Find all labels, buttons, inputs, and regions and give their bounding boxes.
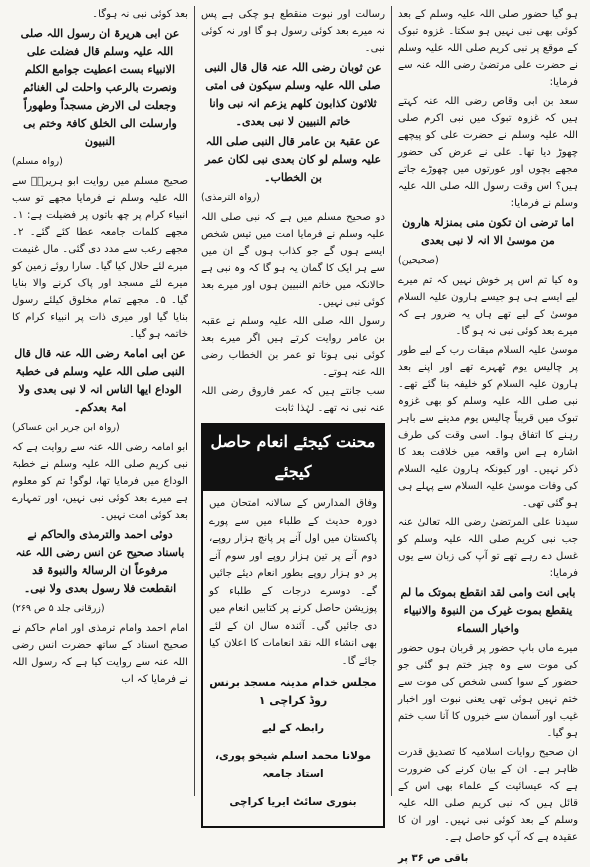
paragraph: ان صحیح روایات اسلامیہ کا تصدیق قدرت ظاہر ہے۔ ان کے بیان کرنے کی ضرورت ہے کہ عیسائیت کے علماء بھی اس کے قائل ہیں کہ نبی کریم صلی اللہ علیہ وسلم کے بعد کوئی نبی نہیں۔ اور ان کا عقیدہ ہے کہ آپ کو حاصل ہے۔ — [398, 747, 578, 843]
reference: (زرقانی جلد ۵ ص ۲۶۹) — [12, 603, 105, 614]
ad-box — [201, 491, 385, 828]
column-left — [392, 6, 584, 864]
paragraph: دو صحیح مسلم میں ہے کہ نبی صلی اللہ علیہ وسلم نے فرمایا امت میں تیس شخص ایسے ہوں گے جو کذاب ہوں گے ان میں سے ہر ایک کا گمان یہ ہو گا کہ وہ نبی ہے حالانکہ میں خاتم النبیین ہوں اور میرے بعد کوئی نبی نہیں۔ — [201, 212, 385, 308]
ad-contact-name: مولانا محمد اسلم شیخو پوری، استاد جامعہ — [215, 750, 371, 780]
ad-contact-label: رابطہ کے لیے — [261, 723, 324, 734]
reference: (رواہ الترمذی) — [201, 192, 260, 203]
reference: (رواہ مسلم) — [12, 156, 63, 167]
paragraph: بعد کوئی نبی نہ ہوگا۔ — [92, 9, 188, 20]
ad-contact-address: بنوری سائٹ ایریا کراچی — [229, 795, 357, 808]
paragraph: صحیح مسلم میں روایت ابو ہریرہؓ سے اللہ علیہ وسلم نے فرمایا مجھے تو سب انبیاء کرام پر چھ باتوں پر فضیلت ہے: ۱۔ مجھے کلمات جامعہ عطا کئے گئے۔ ۲۔ مجھے رعب سے مدد دی گئی۔ مال غنیمت میرے لئے حلال کیا گیا۔ سارا روئے زمین کو میرے لئے مسجد اور پاک کرنے والا بنایا گیا۔ ۵۔ مجھے تمام مخلوق کیلئے رسول بنایا گیا اور میری ذات پر انبیاء کرام کا خاتمہ ہو گیا۔ — [12, 176, 188, 340]
paragraph: سعد بن ابی وقاص رضی اللہ عنہ کہتے ہیں کہ غزوہ تبوک میں نبی اکرم صلی اللہ علیہ وسلم نے حضرت علی کو پیچھے چھوڑ دیا تھا۔ علی نے عرض کی حضور مجھے بچوں اور عورتوں میں چھوڑے جاتے ہیں؟ اس وقت رسول اللہ صلی اللہ علیہ وسلم نے فرمایا: — [398, 96, 578, 209]
arabic-hadith: بابی انت وامی لقد انقطع بموتک ما لم ینقطع بموت غیرک من النبوۃ والانبیاء واخبار السماء — [400, 586, 576, 635]
paragraph: ہو گیا حضور صلی اللہ علیہ وسلم کے بعد کوئی بھی نبی نہیں ہو سکتا۔ غزوہ تبوک کے موقع پر نبی کریم صلی اللہ علیہ وسلم نے حضرت علی مرتضیٰ رضی اللہ عنہ سے فرمایا: — [398, 9, 578, 88]
ad-organization: مجلس خدام مدینہ مسجد برنس روڈ کراچی ۱ — [209, 676, 377, 707]
paragraph: وہ کیا تم اس پر خوش نہیں کہ تم میرے لیے ایسے ہی ہو جیسے ہارون علیہ السلام موسیٰ کے لیے تھے ہاں یہ ضرور ہے کہ میرے بعد کوئی نبی نہ ہو گا۔ — [398, 275, 578, 337]
reference: (رواہ ابن جریر ابن عساکر) — [12, 422, 120, 433]
advertisement — [201, 423, 385, 828]
paragraph: موسیٰ علیہ السلام میقات رب کے لیے طور پر چالیس یوم ٹھہرے تھے اور اپنے بعد ہارون علیہ السلام کو خلیفہ بنا گئے تھے۔ نبی صلی اللہ علیہ وسلم کو بھی غزوہ تبوک میں قریباً چالیس یوم مدینے سے باہر رہنے کا اتفاق ہوا۔ اسی وقت کی طرف اشارہ ہے اس واقعہ میں خلافت بعد کا ذکر نہیں۔ اور کیونکہ ہارون علیہ السلام کی وفات موسیٰ علیہ السلام سے پہلے ہی ہو گئی تھی۔ — [398, 345, 578, 509]
arabic-hadith: عن ابی امامۃ رضی اللہ عنہ قال قال النبی صلی اللہ علیہ وسلم فی خطبۃ الوداع ایھا الناس انہ لا نبی بعدی ولا امۃ بعدکم۔ — [14, 347, 186, 414]
arabic-hadith: عن ابی ھریرۃ ان رسول اللہ صلی اللہ علیہ وسلم قال فضلت علی الانبیاء بست اعطیت جوامع الکلم ونصرت بالرعب واحلت لی الغنائم وجعلت لی الارض مسجداً وطھوراً وارسلت الی الخلق کافۃ وختم بی النبیون — [20, 27, 180, 148]
reference: (صحیحین) — [398, 255, 439, 266]
ad-banner-title: محنت کیجئے انعام حاصل کیجئے — [201, 423, 385, 491]
paragraph: رسول اللہ صلی اللہ علیہ وسلم نے عقبہ بن عامر روایت کرتے ہیں اگر میرے بعد کوئی نبی ہوتا تو عمر بن الخطاب رضی اللہ عنہ ہوتے۔ — [201, 316, 385, 378]
arabic-hadith: اما ترضی ان تکون منی بمنزلۃ ھارون من موسیٰ الا انہ لا نبی بعدی — [402, 216, 574, 247]
paragraph: میرے ماں باپ حضور پر قربان ہوں حضور کی موت سے وہ چیز ختم ہو گئی جو حضور کے سوا کسی شخص کی موت سے ختم نہیں ہوئی تھی یعنی نبوت اور اخبار غیب اور آسمان سے خبروں کا آنا سب ختم ہو گیا۔ — [398, 643, 578, 739]
arabic-hadith: عن عقبۃ بن عامر قال النبی صلی اللہ علیہ وسلم لو کان بعدی نبی لکان عمر بن الخطاب۔ — [204, 135, 382, 184]
paragraph: ابو امامہ رضی اللہ عنہ سے روایت ہے کہ نبی کریم صلی اللہ علیہ وسلم نے خطبۃ الوداع میں فرمایا تھا، لوگو! تم کو معلوم ہے میرے بعد کوئی نبی نہیں، اور تمہارے بعد کوئی امت نہیں۔ — [12, 442, 188, 521]
ad-body: وفاق المدارس کے سالانہ امتحان میں دورہ حدیث کے طلباء میں سے پورے پاکستان میں اول آنے پر پانچ ہزار روپے، دوم آنے پر تین ہزار روپے اور سوم آنے پر دو ہزار روپے بطور انعام دیئے جائیں گے۔ دوسرے درجات کے طلباء کو پوزیشن حاصل کرنے پر کتابیں انعام میں دی جائیں گی۔ آئندہ سال ان کے لئے بھی انشاء اللہ نقد انعامات کا اعلان کیا جائے گا۔ — [209, 498, 377, 667]
continued-note: باقی ص ۳۶ پر — [398, 853, 469, 864]
column-middle — [194, 6, 392, 808]
arabic-hadith: عن ثوبان رضی اللہ عنہ قال قال النبی صلی اللہ علیہ وسلم سیکون فی امتی ثلاثون کذابون کلھم یزعم انہ نبی وانا خاتم النبیین لا نبی بعدی۔ — [204, 61, 382, 128]
arabic-hadith: دوئی احمد والترمذی والحاکم نے باسناد صحیح عن انس رضی اللہ عنہ مرفوعاً ان الرسالۃ والنبوۃ قد انقطعت فلا رسول بعدی ولا نبی۔ — [15, 528, 185, 595]
paragraph: سب جانتے ہیں کہ عمر فاروق رضی اللہ عنہ نبی نہ تھے۔ لہٰذا ثابت — [201, 386, 385, 414]
paragraph: رسالت اور نبوت منقطع ہو چکی ہے پس نہ میرے بعد کوئی رسول ہو گا اور نہ کوئی نبی۔ — [201, 9, 385, 54]
column-right — [6, 6, 194, 796]
paragraph: سیدنا علی المرتضیٰ رضی اللہ تعالیٰ عنہ جب نبی کریم صلی اللہ علیہ وسلم کو غسل دے رہے تھے تو آپ کی زبان سے یوں فرمایا: — [398, 517, 578, 579]
paragraph: امام احمد وامام ترمذی اور امام حاکم نے صحیح اسناد کے ساتھ حضرت انس رضی اللہ عنہ سے روایت کیا ہے کہ رسول اللہ نے فرمایا کہ اب — [12, 623, 188, 685]
